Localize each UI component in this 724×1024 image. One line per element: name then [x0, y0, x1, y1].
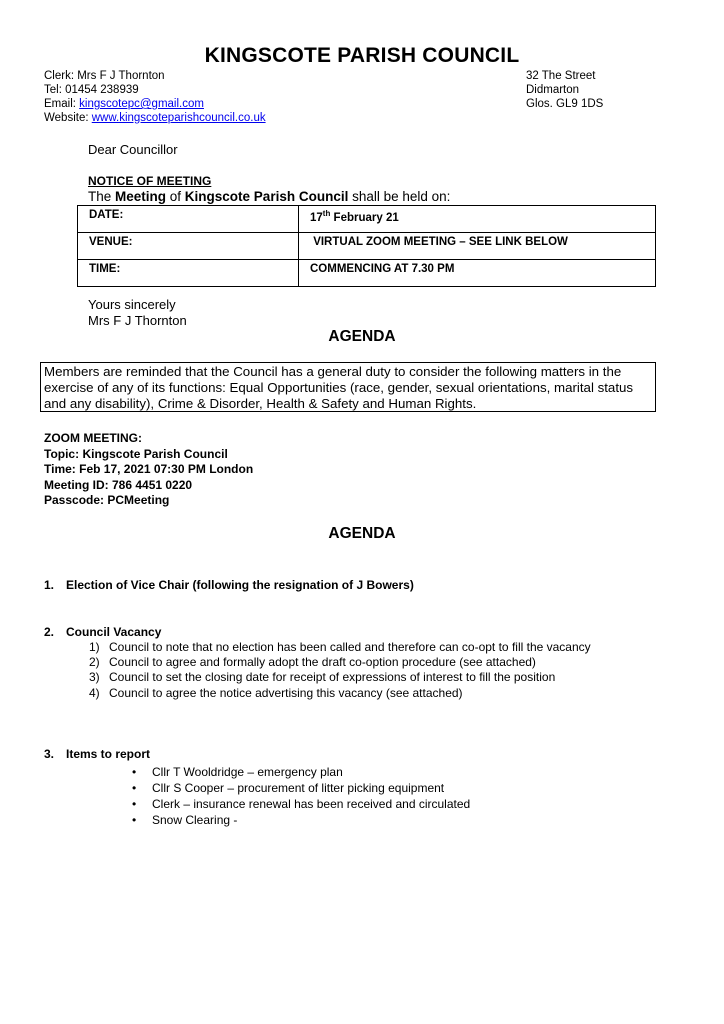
zoom-heading: ZOOM MEETING:	[44, 431, 142, 445]
item-title: Election of Vice Chair (following the resignation of J Bowers)	[66, 578, 414, 592]
item-number: 1.	[44, 578, 55, 592]
agenda-heading: AGENDA	[328, 328, 396, 345]
bullet-icon: •	[132, 781, 137, 795]
item-number: 3.	[44, 747, 55, 761]
item-title: Council Vacancy	[66, 625, 162, 639]
venue-label: VENUE:	[78, 233, 299, 260]
intro-pre: The	[88, 189, 116, 204]
agenda-item-1	[44, 578, 414, 592]
table-row	[78, 260, 656, 287]
website-label: Website:	[44, 112, 92, 124]
council-title: KINGSCOTE PARISH COUNCIL	[204, 44, 520, 67]
bullet-icon: •	[132, 813, 137, 827]
address-line-2: Didmarton	[526, 84, 580, 96]
bullet-text: Clerk – insurance renewal has been received and circulated	[152, 797, 471, 811]
closing: Yours sincerely	[88, 297, 176, 312]
bullet-text: Cllr T Wooldridge – emergency plan	[152, 765, 343, 779]
address-line-3: Glos. GL9 1DS	[526, 98, 604, 110]
sub-number: 2)	[89, 655, 100, 669]
website-link[interactable]: www.kingscoteparishcouncil.co.uk	[91, 112, 266, 124]
list-item	[89, 686, 463, 701]
list-item	[89, 670, 555, 685]
list-item	[89, 655, 536, 670]
date-suffix: th	[322, 209, 331, 218]
zoom-time: Time: Feb 17, 2021 07:30 PM London	[44, 462, 254, 476]
date-rest: February 21	[330, 211, 399, 224]
table-row	[78, 233, 656, 260]
email-line	[44, 97, 204, 112]
meeting-intro	[88, 189, 450, 204]
intro-council: Kingscote Parish Council	[184, 189, 349, 204]
date-day: 17	[310, 211, 323, 224]
signature: Mrs F J Thornton	[88, 313, 187, 328]
time-label: TIME:	[78, 260, 299, 287]
address-line-1: 32 The Street	[526, 70, 596, 82]
email-label: Email:	[44, 98, 80, 110]
date-value	[299, 206, 656, 233]
bullet-text: Cllr S Cooper – procurement of litter picking equipment	[152, 781, 445, 795]
intro-meeting: Meeting	[115, 189, 167, 204]
salutation: Dear Councillor	[88, 142, 178, 157]
item-number: 2.	[44, 625, 55, 639]
bullet-text: Snow Clearing -	[152, 813, 238, 827]
bullet-icon: •	[132, 797, 137, 811]
venue-value: VIRTUAL ZOOM MEETING – SEE LINK BELOW	[299, 233, 656, 260]
intro-post: shall be held on:	[348, 189, 451, 204]
list-item	[132, 780, 444, 796]
sub-text: Council to agree and formally adopt the draft co-option procedure (see attached)	[109, 655, 536, 669]
intro-mid: of	[166, 189, 185, 204]
zoom-meeting-id: Meeting ID: 786 4451 0220	[44, 478, 193, 492]
time-value: COMMENCING AT 7.30 PM	[299, 260, 656, 287]
website-line	[44, 111, 266, 126]
agenda-item-2	[44, 625, 161, 639]
list-item	[132, 812, 237, 828]
zoom-topic: Topic: Kingscote Parish Council	[44, 447, 228, 461]
list-item	[132, 764, 343, 780]
duty-notice-box: Members are reminded that the Council has a general duty to consider the following matters in the exercise of any of its functions: Equal Opportunities (race, gender, sexual orientations, marital status and any disability), Crime & Disorder, Health & Safety and Human Rights.	[40, 362, 656, 412]
bullet-icon: •	[132, 765, 137, 779]
agenda-heading: AGENDA	[328, 525, 396, 542]
email-link[interactable]: kingscotepc@gmail.com	[79, 98, 204, 110]
item-title: Items to report	[66, 747, 151, 761]
sub-text: Council to note that no election has been called and therefore can co-opt to fill the vacancy	[109, 640, 591, 654]
clerk-line: Clerk: Mrs F J Thornton	[44, 70, 165, 82]
sub-number: 3)	[89, 670, 100, 684]
list-item	[89, 640, 591, 655]
agenda-item-3	[44, 747, 150, 761]
tel-line: Tel: 01454 238939	[44, 84, 139, 96]
meeting-details-table	[77, 205, 656, 287]
sub-number: 1)	[89, 640, 100, 654]
sub-number: 4)	[89, 686, 100, 700]
notice-heading: NOTICE OF MEETING	[88, 174, 212, 188]
date-label: DATE:	[78, 206, 299, 233]
sub-text: Council to agree the notice advertising this vacancy (see attached)	[109, 686, 463, 700]
zoom-passcode: Passcode: PCMeeting	[44, 493, 170, 507]
table-row	[78, 206, 656, 233]
list-item	[132, 796, 470, 812]
sub-text: Council to set the closing date for receipt of expressions of interest to fill the position	[109, 670, 556, 684]
